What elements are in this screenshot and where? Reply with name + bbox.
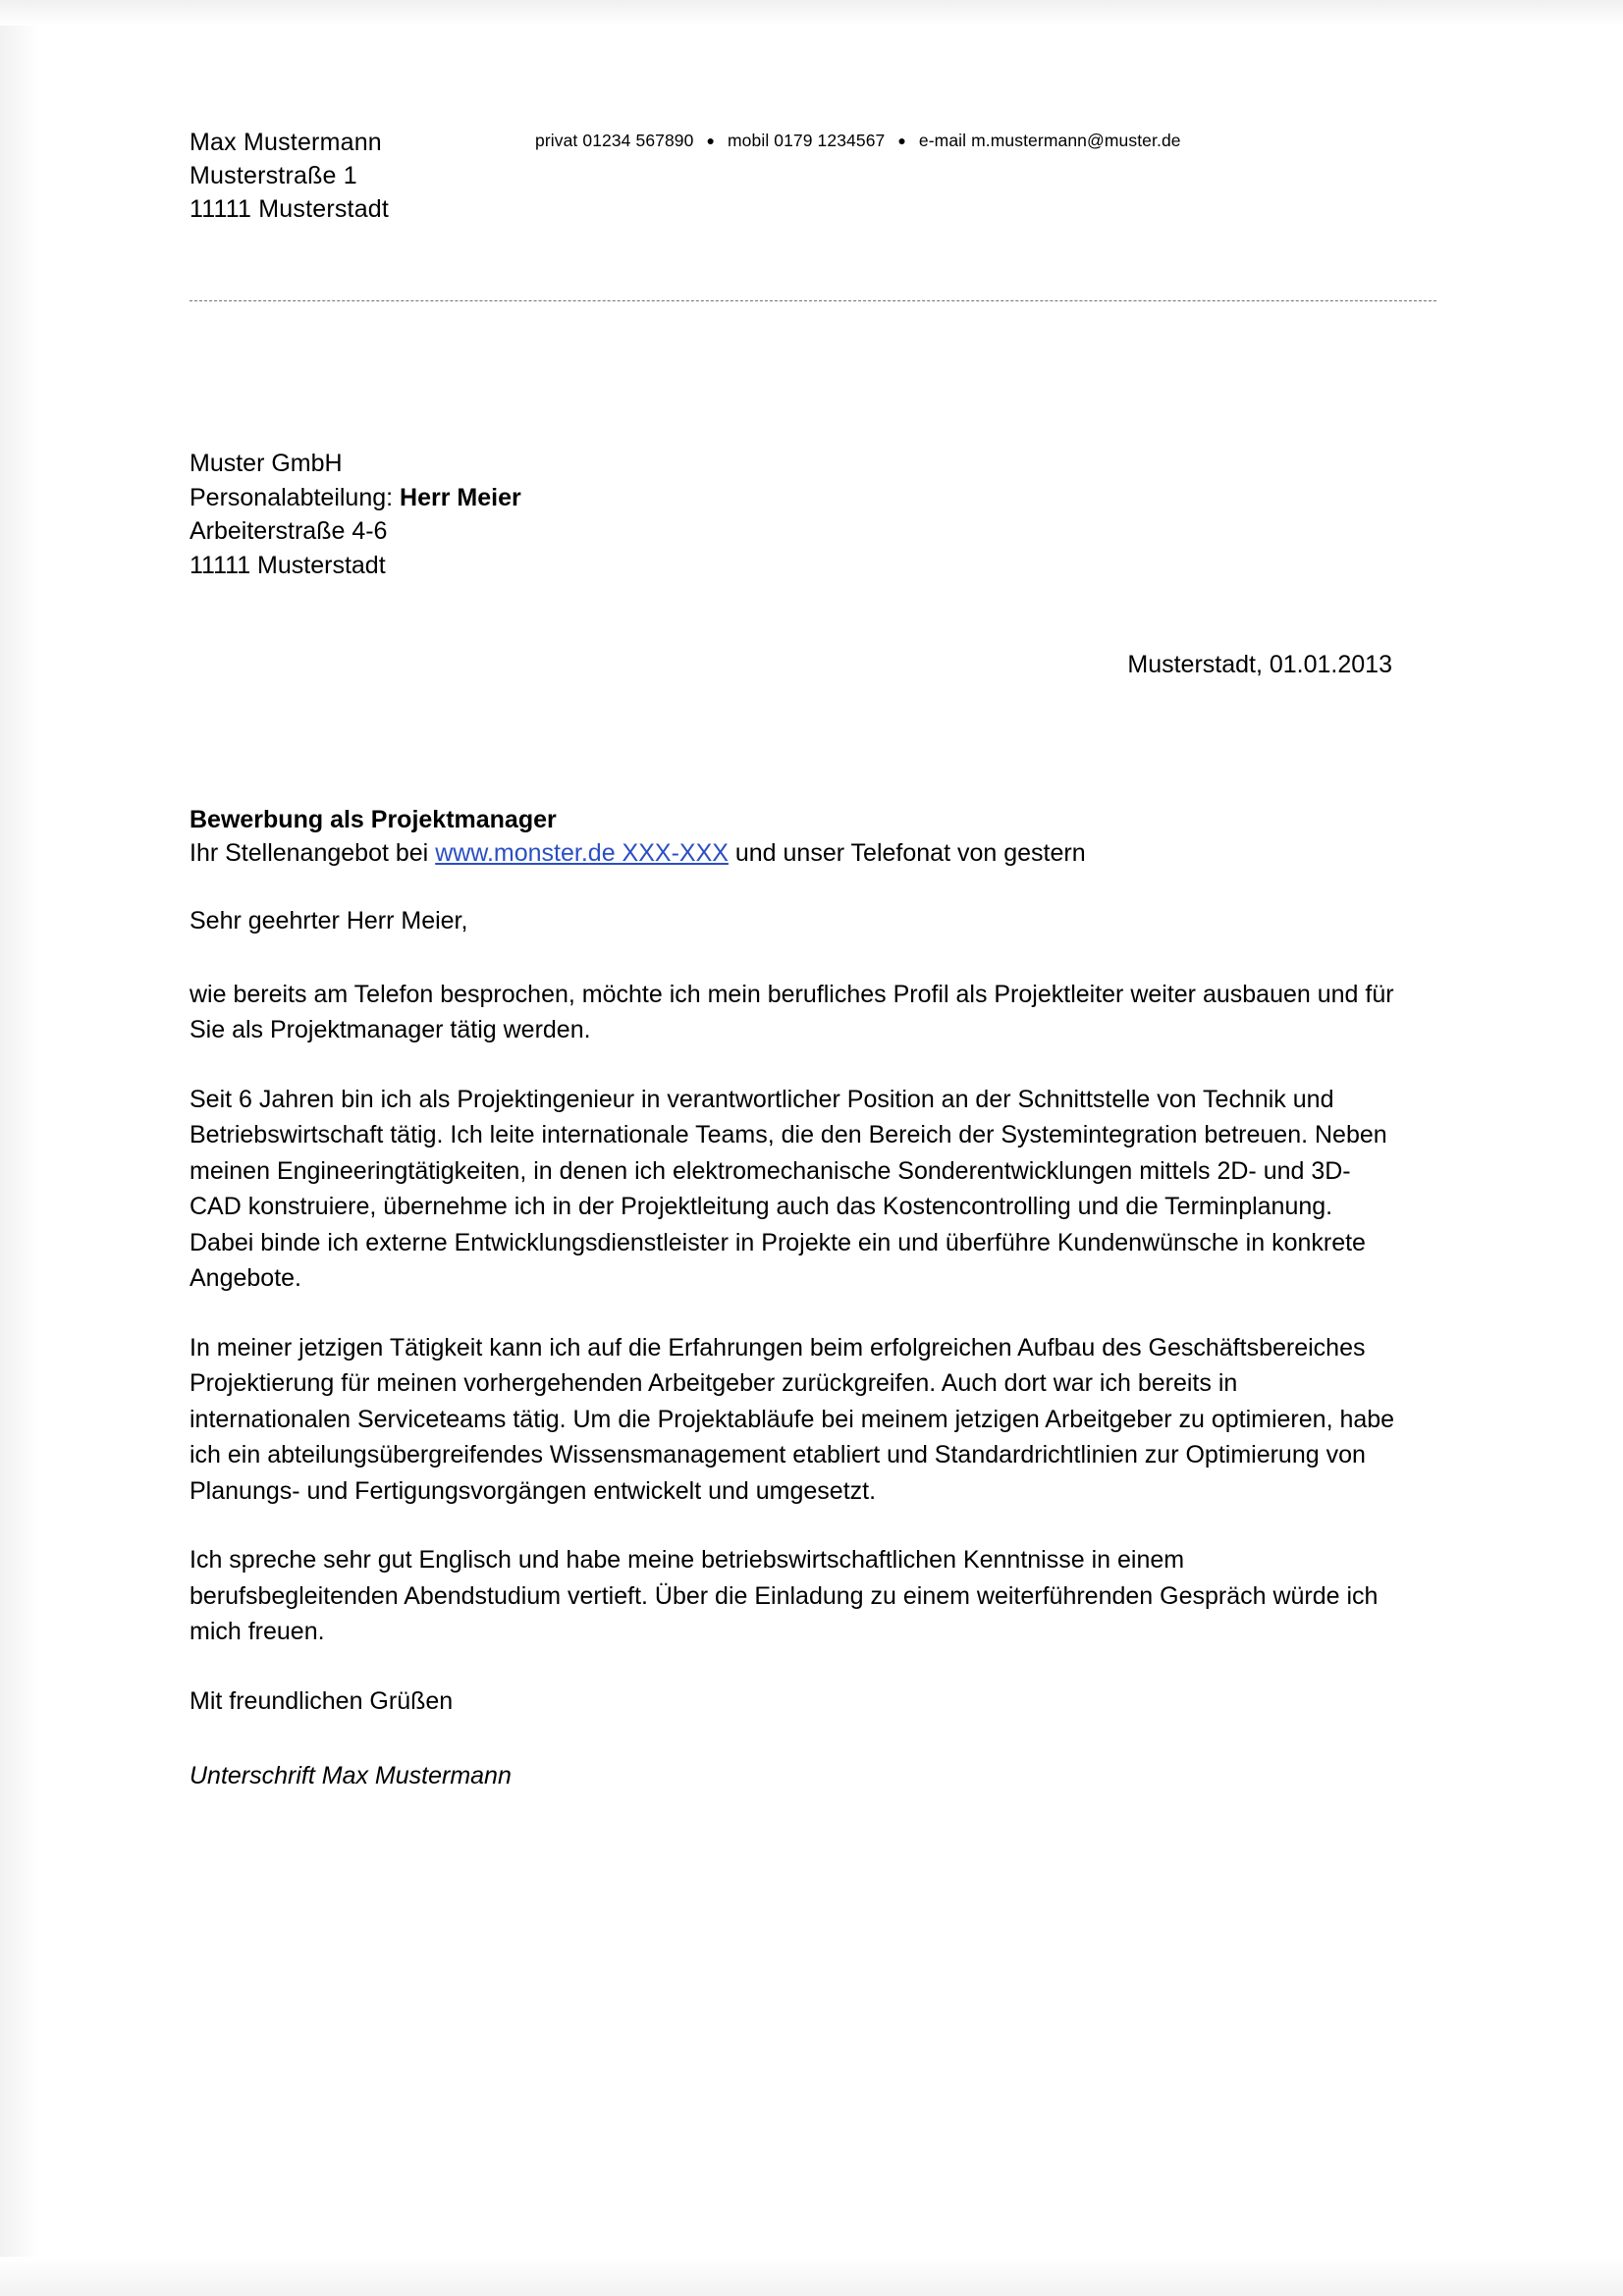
subject-title: Bewerbung als Projektmanager: [189, 806, 557, 833]
subject-block: [189, 803, 1086, 870]
subject-reference-prefix: Ihr Stellenangebot bei: [189, 839, 436, 867]
recipient-contact-person: Herr Meier: [400, 483, 521, 511]
date-line: Musterstadt, 01.01.2013: [1127, 651, 1392, 678]
closing-line: Mit freundlichen Grüßen: [189, 1686, 454, 1715]
separator-bullet-icon: ●: [897, 133, 906, 148]
sender-street: Musterstraße 1: [189, 162, 357, 189]
recipient-company: Muster GmbH: [189, 450, 343, 477]
salutation: Sehr geehrter Herr Meier,: [189, 907, 468, 934]
sender-mobile: mobil 0179 1234567: [727, 131, 886, 150]
subject-reference-line: [189, 836, 1086, 870]
sender-address-block: [189, 126, 389, 226]
recipient-city: 11111 Musterstadt: [189, 551, 386, 579]
sender-phone: privat 01234 567890: [535, 131, 694, 150]
fold-cut-line-divider: [189, 300, 1436, 301]
recipient-address-block: [189, 447, 521, 582]
recipient-department-line: [189, 481, 521, 515]
page-edge-shading-bottom: [0, 2257, 1623, 2296]
recipient-street: Arbeiterstraße 4-6: [189, 517, 388, 545]
signature-line: Unterschrift Max Mustermann: [189, 1762, 512, 1789]
body-paragraph-2: Seit 6 Jahren bin ich als Projektingenieur in verantwortlicher Position an der Schnittstelle von Technik und Betriebswirtschaft tätig. Ich leite internationale Teams, die den Bereich der Systemintegration betreuen. Neben meinen Engineeringtätigkeiten, in denen ich elektromechanische Sonderentwicklungen mittels 2D- und 3D-CAD konstruiere, übernehme ich in der Projektleitung auch das Kostencontrolling und die Terminplanung. Dabei binde ich externe Entwicklungsdienstleister in Projekte ein und überführe Kundenwünsche in konkrete Angebote.: [189, 1085, 1387, 1292]
sender-city: 11111 Musterstadt: [189, 195, 390, 223]
sender-name: Max Mustermann: [189, 129, 382, 156]
contact-info-line: [535, 131, 1181, 151]
separator-bullet-icon: ●: [706, 133, 716, 148]
letter-body: [189, 903, 1397, 1828]
subject-reference-suffix: und unser Telefonat von gestern: [728, 839, 1086, 867]
body-paragraph-1: wie bereits am Telefon besprochen, möchte ich mein berufliches Profil als Projektleiter weiter ausbauen und für Sie als Projektmanager tätig werden.: [189, 980, 1394, 1043]
body-paragraph-4: Ich spreche sehr gut Englisch und habe meine betriebswirtschaftlichen Kenntnisse in einem berufsbegleitenden Abendstudium vertieft. Über die Einladung zu einem weiterführenden Gespräch würde ich mich freuen.: [189, 1546, 1379, 1645]
page-edge-shading-left: [0, 0, 39, 2296]
sender-email: e-mail m.mustermann@muster.de: [918, 131, 1181, 150]
body-paragraph-3: In meiner jetzigen Tätigkeit kann ich auf die Erfahrungen beim erfolgreichen Aufbau des Geschäftsbereiches Projektierung für meinen vorhergehenden Arbeitgeber zurückgreifen. Auch dort war ich bereits in internationalen Serviceteams tätig. Um die Projektabläufe bei meinem jetzigen Arbeitgeber zu optimieren, habe ich ein abteilungsübergreifendes Wissensmanagement etabliert und Standardrichtlinien zur Optimierung von Planungs- und Fertigungsvorgängen entwickelt und umgesetzt.: [189, 1333, 1395, 1505]
job-posting-link[interactable]: www.monster.de XXX-XXX: [435, 839, 729, 867]
page-edge-shading-top: [0, 0, 1623, 26]
recipient-department-prefix: Personalabteilung:: [189, 483, 401, 511]
